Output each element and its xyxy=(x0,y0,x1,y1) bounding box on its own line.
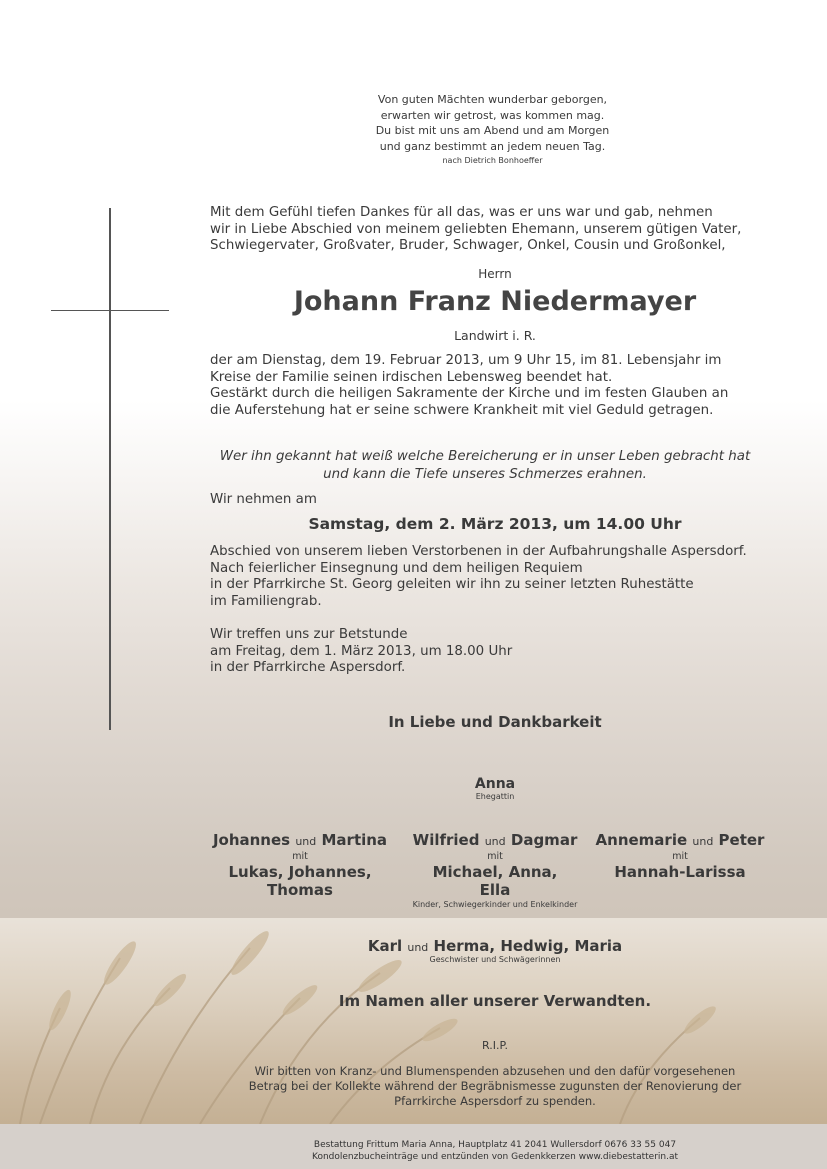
donation-note xyxy=(200,1064,790,1109)
funeral-line: Abschied von unserem lieben Verstorbenen in der Aufbahrungshalle Aspersdorf. xyxy=(210,544,747,559)
family-parent: Martina xyxy=(321,831,388,849)
family-und: und xyxy=(484,835,506,848)
children-relation: Kinder, Schwiegerkinder und Enkelkinder xyxy=(412,900,578,909)
family-children: Thomas xyxy=(267,881,333,899)
prayer-paragraph xyxy=(210,627,770,677)
family-children: Michael, Anna, xyxy=(432,863,558,881)
spouse xyxy=(395,776,595,801)
siblings-und: und xyxy=(407,941,429,954)
funeral-paragraph xyxy=(210,544,770,610)
poem xyxy=(300,92,685,154)
funeral-line: Nach feierlicher Einsegnung und dem heiligen Requiem xyxy=(210,560,583,576)
family-children: Ella xyxy=(479,881,511,899)
donation-line: Pfarrkirche Aspersdorf zu spenden. xyxy=(394,1094,596,1108)
family-2 xyxy=(395,831,595,899)
family-parent: Dagmar xyxy=(510,831,578,849)
family-mit: mit xyxy=(292,851,308,862)
family-mit: mit xyxy=(487,851,503,862)
sibling-names: Herma, Hedwig, Maria xyxy=(433,937,623,955)
family-1 xyxy=(200,831,400,899)
prayer-line: Wir treffen uns zur Betstunde xyxy=(210,627,408,642)
footer-line: Kondolenzbucheinträge und entzünden von Gedenkkerzen www.diebestatterin.at xyxy=(312,1152,678,1162)
quote-line: Wer ihn gekannt hat weiß welche Bereicherung er in unser Leben gebracht hat xyxy=(219,449,751,464)
family-mit: mit xyxy=(672,851,688,862)
poem-line: erwarten wir getrost, was kommen mag. xyxy=(380,108,605,122)
sibling-name: Karl xyxy=(367,937,403,955)
family-und: und xyxy=(692,835,714,848)
family-3 xyxy=(575,831,785,881)
death-line: der am Dienstag, dem 19. Februar 2013, um 9 Uhr 15, im 81. Lebensjahr im xyxy=(210,353,722,368)
intro-line: Mit dem Gefühl tiefen Dankes für all das, was er uns war und gab, nehmen xyxy=(210,205,713,220)
funeral-line: in der Pfarrkirche St. Georg geleiten wir ihn zu seiner letzten Ruhestätte xyxy=(210,577,694,593)
prayer-line: in der Pfarrkirche Aspersdorf. xyxy=(210,660,406,676)
quote-line: und kann die Tiefe unseres Schmerzes erahnen. xyxy=(323,466,647,482)
siblings xyxy=(245,937,745,964)
family-parent: Johannes xyxy=(212,831,291,849)
family-parent: Wilfried xyxy=(412,831,480,849)
spouse-relation: Ehegattin xyxy=(475,792,515,801)
quote xyxy=(200,448,770,483)
family-children: Hannah-Larissa xyxy=(614,863,746,881)
rip: R.I.P. xyxy=(482,1039,508,1052)
death-line: Kreise der Familie seinen irdischen Lebensweg beendet hat. xyxy=(210,369,613,385)
death-line: die Auferstehung hat er seine schwere Krankheit mit viel Geduld getragen. xyxy=(210,402,714,418)
occupation: Landwirt i. R. xyxy=(454,328,536,343)
intro-line: Schwiegervater, Großvater, Bruder, Schwager, Onkel, Cousin und Großonkel, xyxy=(210,238,726,254)
donation-line: Wir bitten von Kranz- und Blumenspenden abzusehen und den dafür vorgesehenen xyxy=(254,1064,736,1078)
funeral-date: Samstag, dem 2. März 2013, um 14.00 Uhr xyxy=(308,515,682,533)
death-line: Gestärkt durch die heiligen Sakramente der Kirche und im festen Glauben an xyxy=(210,386,729,402)
poem-source: nach Dietrich Bonhoeffer xyxy=(442,156,543,165)
salutation: Herrn xyxy=(478,267,512,281)
family-parent: Annemarie xyxy=(595,831,688,849)
family-parent: Peter xyxy=(718,831,765,849)
footer xyxy=(210,1139,780,1163)
poem-line: Du bist mit uns am Abend und am Morgen xyxy=(375,124,610,137)
intro-paragraph xyxy=(210,205,770,255)
footer-line: Bestattung Frittum Maria Anna, Hauptplatz 41 2041 Wullersdorf 0676 33 55 047 xyxy=(313,1140,677,1150)
siblings-relation: Geschwister und Schwägerinnen xyxy=(429,955,561,964)
cross-bar xyxy=(51,310,169,311)
donation-line: Betrag bei der Kollekte während der Begräbnismesse zugunsten der Renovierung der xyxy=(248,1079,742,1093)
family-und: und xyxy=(295,835,317,848)
relatives-line: Im Namen aller unserer Verwandten. xyxy=(338,992,652,1010)
prayer-line: am Freitag, dem 1. März 2013, um 18.00 Uhr xyxy=(210,643,513,659)
death-paragraph xyxy=(210,353,770,419)
poem-line: und ganz bestimmt an jedem neuen Tag. xyxy=(379,139,606,153)
spouse-name: Anna xyxy=(474,776,516,792)
funeral-line: im Familiengrab. xyxy=(210,593,322,609)
cross-icon xyxy=(109,208,111,730)
intro-line: wir in Liebe Abschied von meinem geliebten Ehemann, unserem gütigen Vater, xyxy=(210,221,742,237)
family-children: Lukas, Johannes, xyxy=(228,863,372,881)
gratitude-heading: In Liebe und Dankbarkeit xyxy=(388,713,602,731)
deceased-name: Johann Franz Niedermayer xyxy=(293,286,697,317)
poem-line: Von guten Mächten wunderbar geborgen, xyxy=(377,93,608,106)
farewell-intro: Wir nehmen am xyxy=(210,492,317,507)
